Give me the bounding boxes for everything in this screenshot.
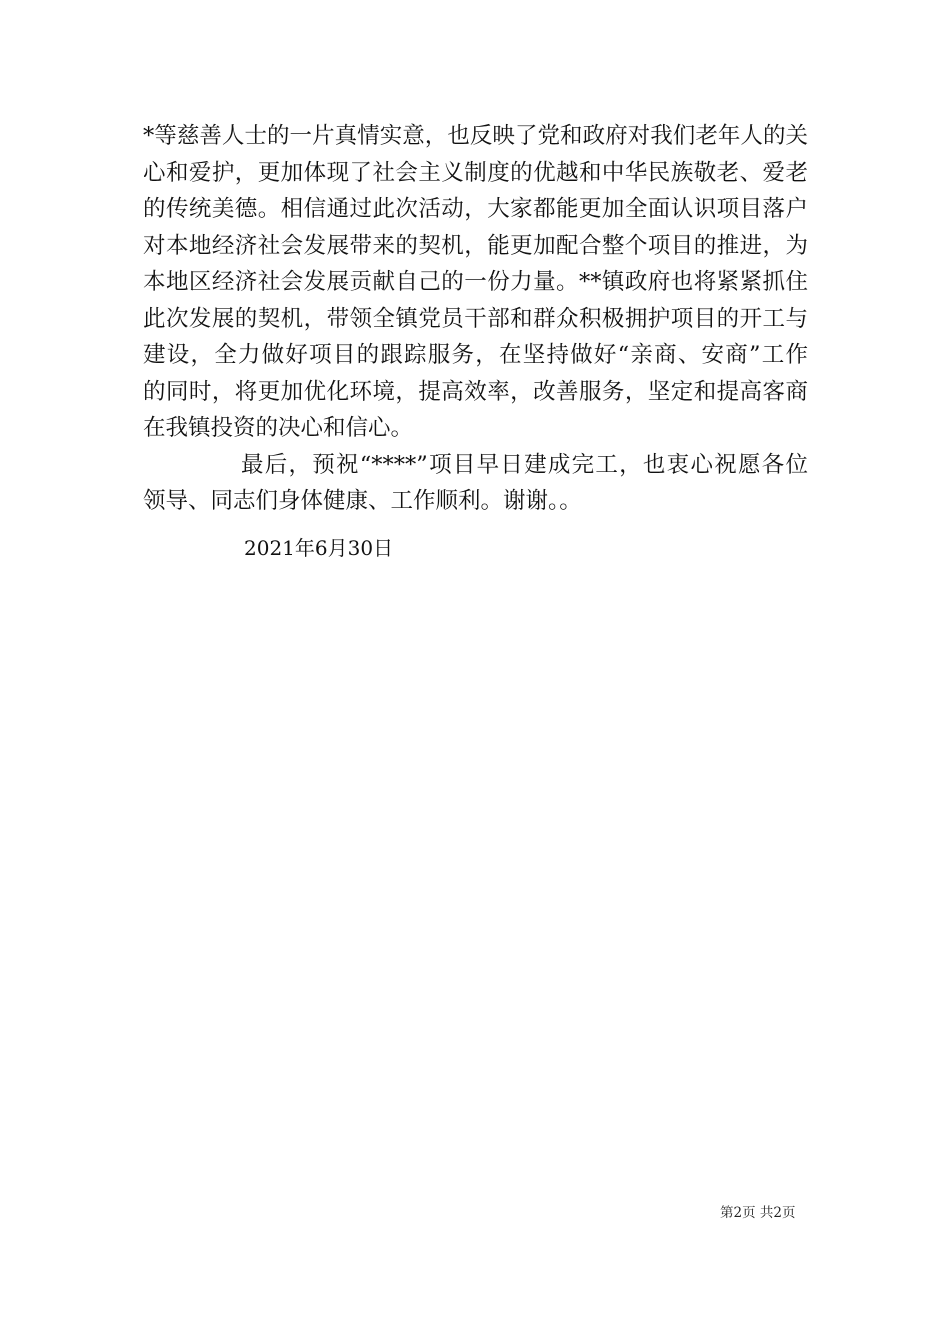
paragraph-1-line-1: *等慈善人士的一片真情实意，也反映了党和政府对我们老年人的关 — [143, 123, 808, 149]
paragraph-1-line-3: 的传统美德。相信通过此次活动，大家都能更加全面认识项目落户 — [143, 196, 808, 222]
paragraph-1-line-6: 此次发展的契机，带领全镇党员干部和群众积极拥护项目的开工与 — [143, 305, 808, 332]
paragraph-1-line-4: 对本地经济社会发展带来的契机，能更加配合整个项目的推进，为 — [143, 232, 808, 259]
paragraph-2-line-1: 最后，预祝“****”项目早日建成完工，也衷心祝愿各位 — [241, 451, 808, 478]
paragraph-1-line-2: 心和爱护，更加体现了社会主义制度的优越和中华民族敬老、爱老 — [143, 159, 808, 186]
document-body — [143, 118, 808, 520]
paragraph-2-line-2: 领导、同志们身体健康、工作顺利。谢谢。。 — [143, 488, 582, 514]
document-date: 2021年6月30日 — [244, 536, 394, 560]
paragraph-1-line-7: 建设，全力做好项目的跟踪服务，在坚持做好“亲商、安商”工作 — [143, 342, 808, 368]
page-indicator: 第2页 共2页 — [720, 1205, 796, 1221]
paragraph-1-line-9: 在我镇投资的决心和信心。 — [143, 415, 414, 441]
paragraph-1-line-5: 本地区经济社会发展贡献自己的一份力量。**镇政府也将紧紧抓住 — [143, 269, 808, 295]
paragraph-1-line-8: 的同时，将更加优化环境，提高效率，改善服务，坚定和提高客商 — [143, 378, 808, 405]
